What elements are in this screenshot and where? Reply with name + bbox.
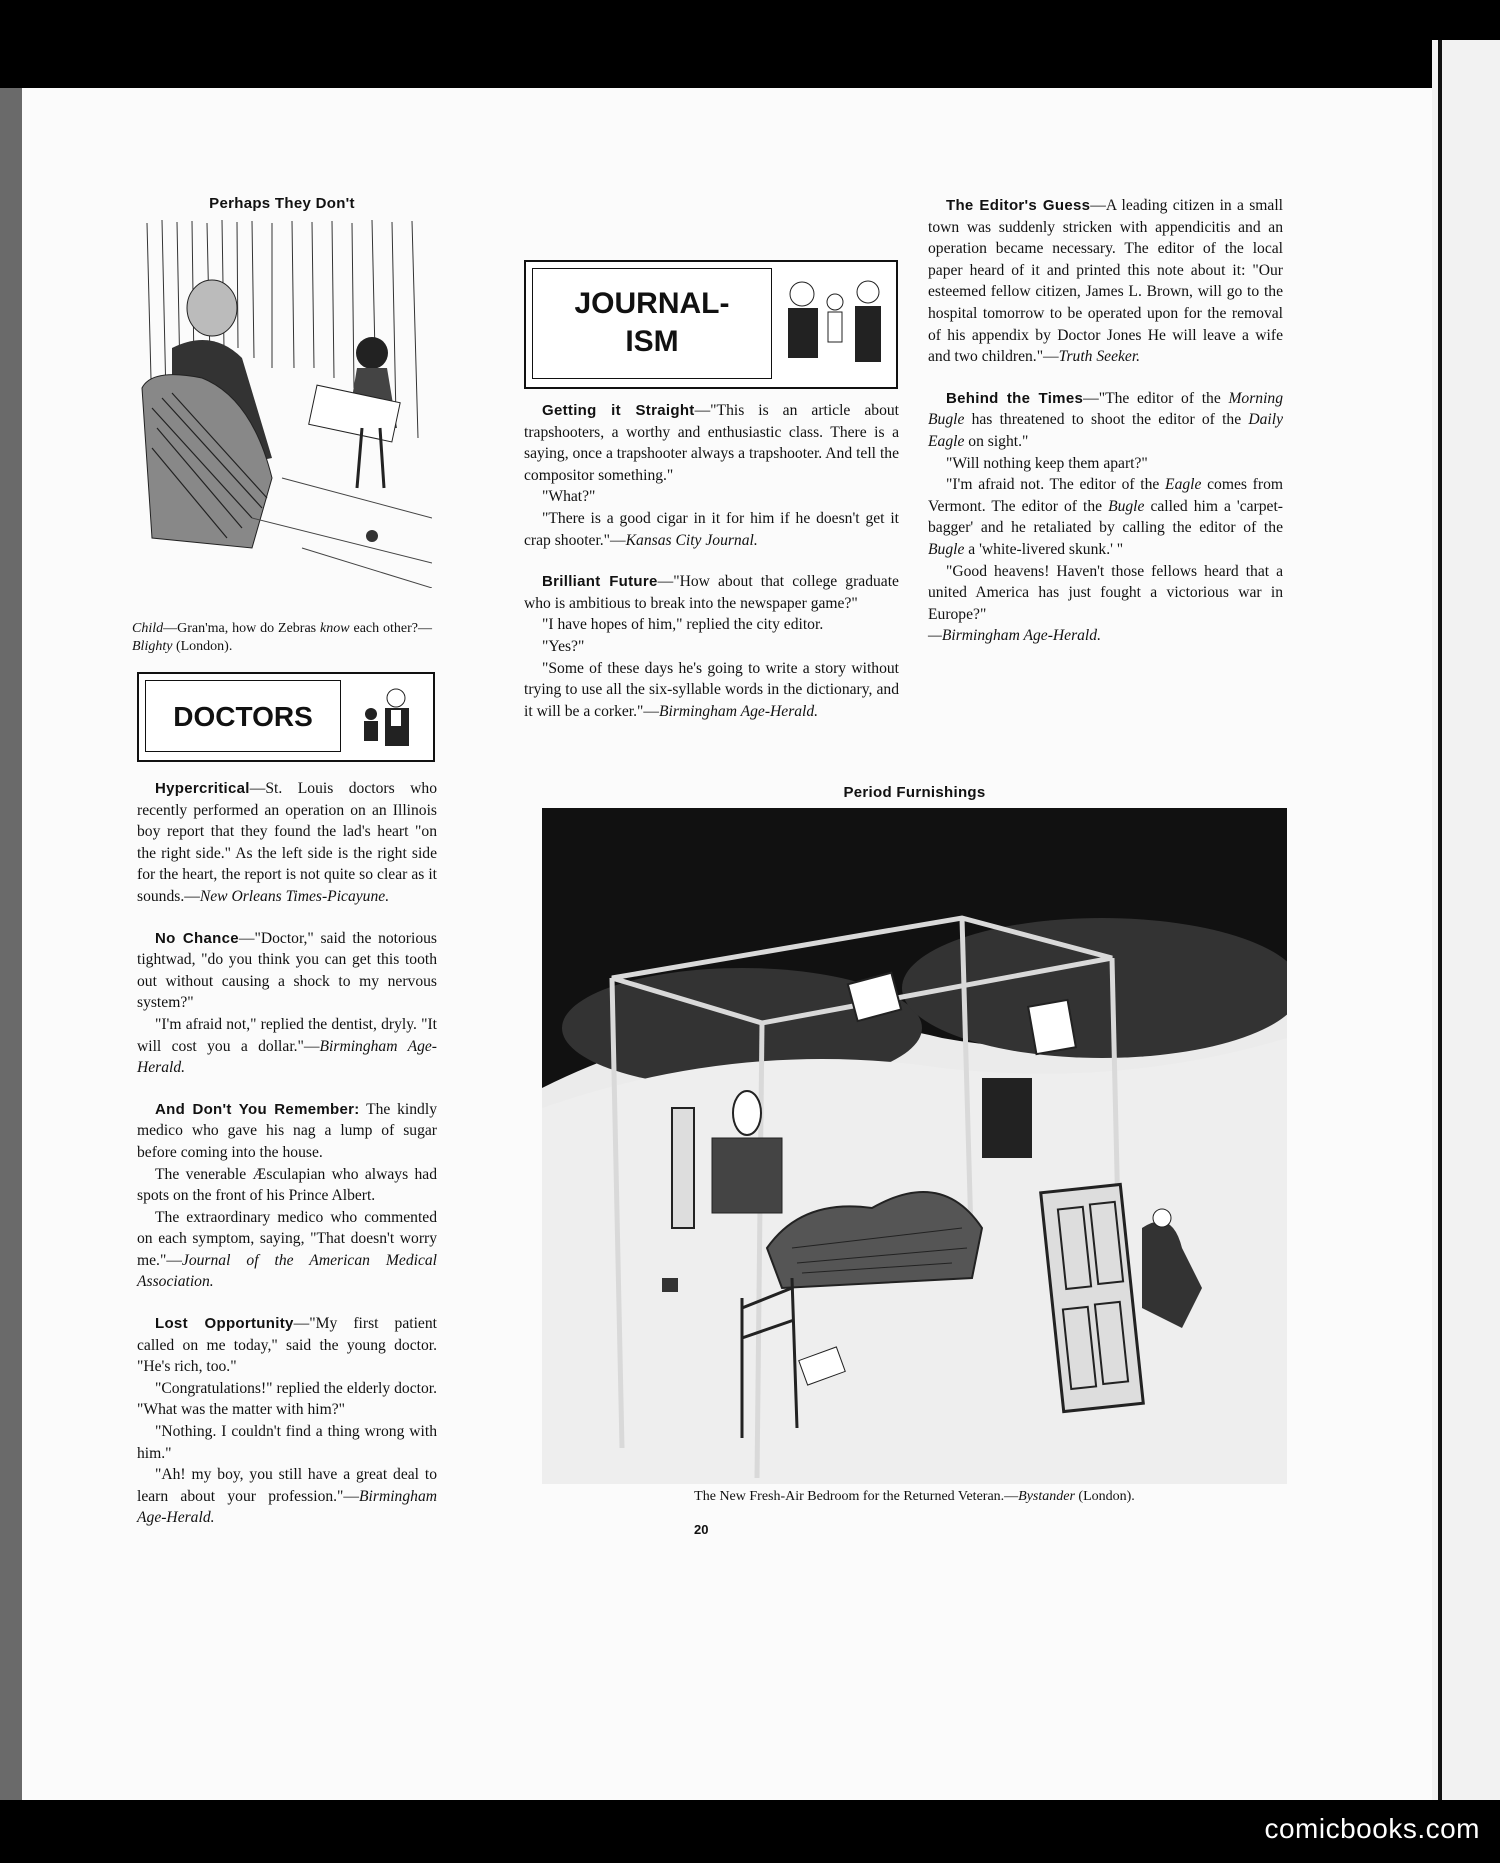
- item-body: —"The editor of the: [1083, 389, 1229, 407]
- doctors-item-4-p3: "Nothing. I couldn't find a thing wrong with him.": [137, 1423, 437, 1462]
- right-item-2-p2: "Will nothing keep them apart?": [946, 454, 1148, 472]
- doctors-item-1: [137, 778, 437, 908]
- magazine-page: [22, 88, 1432, 1800]
- right-item-2-source: [928, 625, 1283, 647]
- journalism-header-label: [533, 285, 771, 361]
- right-item-1: [928, 195, 1283, 368]
- page-edge: [1432, 40, 1500, 1800]
- book-spine: [0, 88, 22, 1800]
- item-body: "I'm afraid not," replied the dentist, dryly. "It will cost you a dollar."—: [137, 1015, 437, 1055]
- doctors-item-3-p3: [137, 1207, 437, 1293]
- caption-speaker: Child: [132, 621, 164, 636]
- caption-emphasis: know: [320, 621, 350, 636]
- doctors-header-icon: [351, 684, 421, 750]
- item-body: "There is a good cigar in it for him if he doesn't get it crap shooter."—: [524, 509, 899, 549]
- item-body: "Ah! my boy, you still have a great deal to learn about your profession."—: [137, 1466, 437, 1505]
- item-heading: Getting it Straight: [542, 402, 695, 419]
- doctors-item-3: [137, 1099, 437, 1164]
- item-source: Journal of the American Medical Association.: [137, 1251, 437, 1291]
- item-source: —Birmingham Age-Herald.: [928, 627, 1101, 645]
- caption-text: —Gran'ma, how do Zebras: [163, 621, 321, 636]
- grandma-child-cartoon: [132, 218, 432, 588]
- doctors-header-label: DOCTORS: [173, 701, 313, 732]
- doctors-item-3-p2: The venerable Æsculapian who always had spots on the front of his Prince Albert.: [137, 1165, 437, 1205]
- item-body: —"Doctor," said the notorious tightwad, "do you think you can get this tooth out without causing a shock to my nervous system?": [137, 929, 437, 1012]
- item-body: called him a 'carpet-bagger' and he retaliated by calling the editor of the: [928, 497, 1283, 537]
- item-body: "I'm afraid not. The editor of the: [946, 476, 1166, 494]
- caption-source: Bystander: [1018, 1489, 1075, 1504]
- item-source: New Orleans Times-Picayune.: [199, 887, 390, 905]
- item-source: Truth Seeker.: [1058, 348, 1141, 366]
- item-body: comes from Vermont. The editor of the: [928, 476, 1283, 515]
- doctors-item-2-p2: [137, 1014, 437, 1079]
- cartoon-title-perhaps: Perhaps They Don't: [209, 195, 355, 212]
- caption-source: Blighty: [132, 639, 173, 654]
- doctors-item-2: [137, 928, 437, 1014]
- item-heading: Hypercritical: [155, 780, 250, 797]
- cartoon-bottom-caption: [542, 1488, 1287, 1506]
- item-body: on sight.": [964, 432, 1029, 450]
- journalism-line-2: ISM: [625, 325, 679, 358]
- journalism-header-inner: [532, 268, 772, 379]
- right-item-2: [928, 388, 1283, 453]
- journalism-header-box: [524, 260, 898, 389]
- caption-source-paren: (London).: [1074, 1489, 1135, 1504]
- doctors-item-4: [137, 1313, 437, 1378]
- journalism-item-2-p4: [524, 658, 899, 723]
- doctors-item-4-p2: "Congratulations!" replied the elderly doctor. "What was the matter with him?": [137, 1379, 437, 1419]
- journalism-column: [524, 400, 899, 722]
- item-body: —"My first patient called on me today," said the young doctor. "He's rich, too.": [137, 1315, 437, 1376]
- right-column: [928, 195, 1283, 647]
- item-emphasis: Bugle: [1108, 497, 1145, 515]
- doctors-column: [137, 778, 437, 1529]
- item-body: —A leading citizen in a small town was suddenly stricken with appendicitis and an operation became necessary. The editor of the local paper heard of it and printed this note about it: "Our esteemed fellow citizen, James L. Brown, will go to the hospital tomorrow to be operated upon for the removal of his appendix by Doctor Jones He will leave a wife and two children."—: [928, 197, 1284, 366]
- caption-source-paren: (London).: [172, 639, 233, 654]
- cartoon-top-caption: [132, 620, 432, 656]
- right-item-2-p3: [928, 474, 1283, 560]
- site-watermark: comicbooks.com: [1264, 1813, 1480, 1844]
- item-source: Birmingham Age-Herald.: [137, 1037, 437, 1077]
- page-fold: [1438, 40, 1442, 1800]
- item-body: a 'white-livered skunk.' ": [964, 540, 1124, 558]
- item-body: The kindly medico who gave his nag a lump of sugar before coming into the house.: [137, 1100, 437, 1161]
- journalism-item-1-p3: [524, 508, 899, 551]
- caption-rest: each other?—: [349, 621, 433, 636]
- item-heading: And Don't You Remember:: [155, 1100, 360, 1118]
- item-body: The extraordinary medico who commented on each symptom, saying, "That doesn't worry me."—: [137, 1208, 437, 1269]
- journalism-item-2-p2: "I have hopes of him," replied the city editor.: [542, 616, 824, 634]
- item-heading: The Editor's Guess: [946, 197, 1091, 214]
- right-item-2-p4: "Good heavens! Haven't those fellows heard that a united America has just fought a victorious war in Europe?": [928, 562, 1283, 623]
- journalism-item-2: [524, 571, 899, 614]
- doctors-item-4-p4: [137, 1464, 437, 1529]
- item-body: —"This is an article about trapshooters, a worthy and enthusiastic class. There is a saying, once a trapshooter always a trapshooter. And tell the compositor something.": [524, 402, 899, 484]
- doctors-header-box: [137, 672, 435, 762]
- journalism-item-1-p2: "What?": [542, 488, 596, 506]
- page-number: 20: [694, 1522, 709, 1537]
- item-heading: Behind the Times: [946, 389, 1084, 407]
- item-body: —St. Louis doctors who recently performed an operation on an Illinois boy report that they found the lad's heart "on the right side." As the left side is the right side for the heart, the report is not quite so clear as it sounds.—: [137, 780, 437, 905]
- item-emphasis: Daily Eagle: [928, 411, 1283, 450]
- journalism-item-1: [524, 400, 899, 486]
- item-body: —"How about that college graduate who is ambitious to break into the newspaper game?": [524, 573, 899, 612]
- item-emphasis: Bugle: [928, 540, 965, 558]
- item-heading: Brilliant Future: [542, 573, 658, 591]
- item-heading: No Chance: [155, 929, 239, 947]
- item-body: has threatened to shoot the editor of the: [964, 411, 1249, 429]
- item-emphasis: Morning Bugle: [928, 389, 1284, 429]
- item-source: Birmingham Age-Herald.: [137, 1487, 437, 1527]
- caption-text: The New Fresh-Air Bedroom for the Returned Veteran.—: [694, 1489, 1019, 1504]
- cartoon-title-period: Period Furnishings: [843, 784, 986, 801]
- item-body: "Some of these days he's going to write a story without trying to use all the six-syllable words in the dictionary, and it will be a corker."—: [524, 659, 899, 720]
- item-emphasis: Eagle: [1165, 476, 1202, 494]
- doctors-header-inner: [145, 680, 341, 752]
- item-source: Kansas City Journal.: [625, 531, 758, 549]
- journalism-line-1: JOURNAL-: [574, 287, 730, 320]
- journalism-item-2-p3: "Yes?": [542, 637, 585, 655]
- journalism-header-icon: [780, 272, 888, 376]
- fresh-air-bedroom-cartoon: [542, 808, 1287, 1484]
- item-heading: Lost Opportunity: [155, 1315, 294, 1333]
- item-source: Birmingham Age-Herald.: [658, 702, 819, 720]
